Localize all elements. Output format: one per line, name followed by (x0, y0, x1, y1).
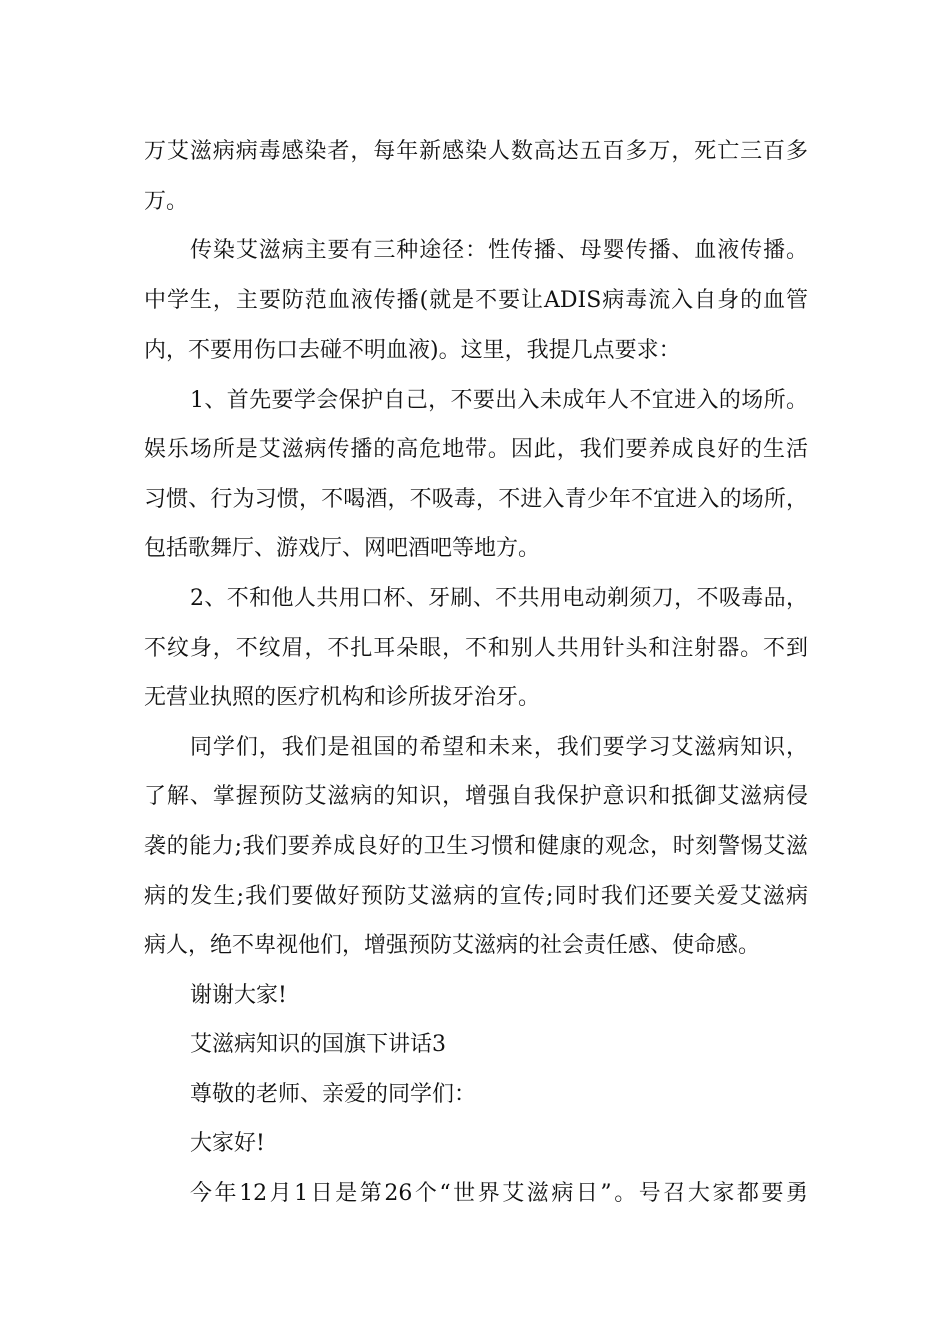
greeting: 大家好! (190, 1131, 265, 1156)
text-line: 中学生，主要防范血液传播(就是不要让ADIS病毒流入自身的血管 (144, 288, 808, 313)
salutation: 尊敬的老师、亲爱的同学们： (190, 1082, 477, 1107)
text-line: 今年12月1日是第26个“世界艾滋病日”。号召大家都要勇 (190, 1181, 808, 1206)
text-line: 了解、掌握预防艾滋病的知识，增强自我保护意识和抵御艾滋病侵 (144, 784, 808, 809)
text-line: 包括歌舞厅、游戏厅、网吧酒吧等地方。 (144, 536, 541, 561)
text-line: 娱乐场所是艾滋病传播的高危地带。因此，我们要养成良好的生活 (144, 437, 808, 462)
text-line: 不纹身，不纹眉，不扎耳朵眼，不和别人共用针头和注射器。不到 (144, 636, 808, 661)
text-line: 同学们，我们是祖国的希望和未来，我们要学习艾滋病知识， (190, 735, 808, 760)
text-line: 谢谢大家! (190, 983, 287, 1008)
text-line: 习惯、行为习惯，不喝酒，不吸毒，不进入青少年不宜进入的场所， (144, 487, 808, 512)
text-line: 病人，绝不卑视他们，增强预防艾滋病的社会责任感、使命感。 (144, 933, 761, 958)
text-line: 1、首先要学会保护自己，不要出入未成年人不宜进入的场所。 (190, 388, 808, 413)
text-line: 2、不和他人共用口杯、牙刷、不共用电动剃须刀，不吸毒品， (190, 586, 808, 611)
text-line: 无营业执照的医疗机构和诊所拔牙治牙。 (144, 685, 541, 710)
text-line: 传染艾滋病主要有三种途径：性传播、母婴传播、血液传播。 (190, 238, 808, 263)
text-line: 袭的能力;我们要养成良好的卫生习惯和健康的观念，时刻警惕艾滋 (144, 834, 808, 859)
text-line: 万。 (144, 189, 189, 214)
text-line: 内，不要用伤口去碰不明血液)。这里，我提几点要求： (144, 338, 681, 363)
section-heading: 艾滋病知识的国旗下讲话3 (190, 1032, 446, 1057)
text-line: 病的发生;我们要做好预防艾滋病的宣传;同时我们还要关爱艾滋病 (144, 884, 808, 909)
text-line: 万艾滋病病毒感染者，每年新感染人数高达五百多万，死亡三百多 (144, 139, 808, 164)
